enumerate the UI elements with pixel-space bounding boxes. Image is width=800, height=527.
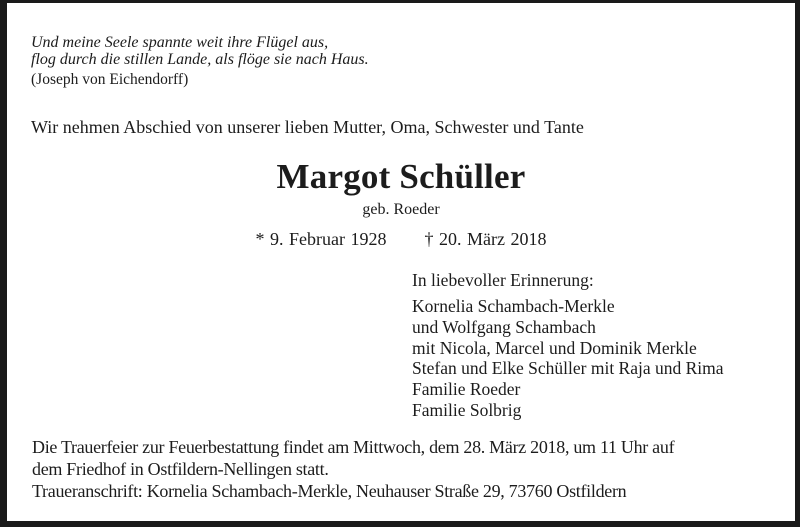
birth-date: * 9. Februar 1928: [255, 229, 387, 249]
intro-text: Wir nehmen Abschied von unserer lieben Mutter, Oma, Schwester und Tante: [31, 117, 584, 137]
quote-author: (Joseph von Eichendorff): [31, 71, 189, 88]
obituary-notice: [7, 3, 795, 521]
mourners-block: [412, 269, 724, 421]
address-line: Traueranschrift: Kornelia Schambach-Merkle, Neuhauser Straße 29, 73760 Ostfildern: [32, 481, 627, 501]
ceremony-info: [32, 436, 674, 502]
death-date: † 20. März 2018: [424, 229, 547, 249]
mourner: Stefan und Elke Schüller mit Raja und Rima: [412, 358, 724, 379]
mourner: und Wolfgang Schambach: [412, 316, 596, 337]
mourner: mit Nicola, Marcel und Dominik Merkle: [412, 337, 697, 358]
ceremony-line: dem Friedhof in Ostfildern-Nellingen statt.: [32, 459, 329, 479]
mourners-heading: In liebevoller Erinnerung:: [412, 270, 594, 290]
mourner: Kornelia Schambach-Merkle: [412, 296, 615, 316]
ceremony-line: Die Trauerfeier zur Feuerbestattung findet am Mittwoch, dem 28. März 2018, um 11 Uhr auf: [32, 437, 675, 457]
deceased-name: Margot Schüller: [276, 157, 526, 196]
quote-line: flog durch die stillen Lande, als flöge sie nach Haus.: [31, 51, 369, 68]
life-dates: [7, 229, 795, 250]
mourner: Familie Solbrig: [412, 399, 522, 420]
quote-line: Und meine Seele spannte weit ihre Flügel aus,: [31, 34, 329, 51]
mourner: Familie Roeder: [412, 379, 521, 400]
maiden-name: geb. Roeder: [362, 201, 440, 218]
